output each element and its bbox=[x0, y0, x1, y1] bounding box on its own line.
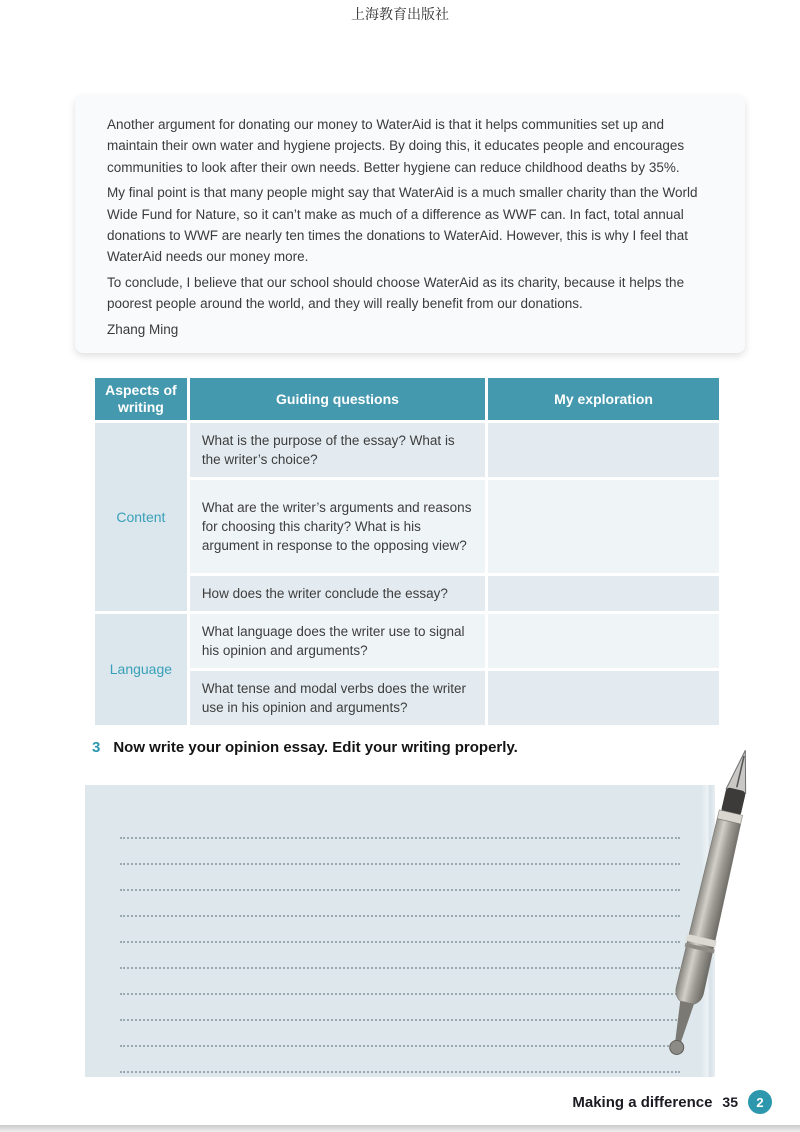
unit-title: Making a difference bbox=[572, 1093, 713, 1111]
writing-analysis-table bbox=[92, 375, 722, 728]
writing-line bbox=[120, 943, 680, 969]
notepad-edge-notch bbox=[69, 257, 82, 285]
writing-line bbox=[120, 865, 680, 891]
writing-line bbox=[120, 917, 680, 943]
notepad-edge-notch bbox=[69, 305, 82, 333]
table-row bbox=[94, 575, 721, 613]
unit-badge: 2 bbox=[748, 1090, 772, 1114]
essay-paragraph: Another argument for donating our money to WaterAid is that it helps communities set up and maintain their own water and hygiene projects. By doing this, it educates people and encourages communities to look after their own needs. Better hygiene can reduce childhood deaths by 35%. bbox=[107, 117, 685, 175]
exploration-cell bbox=[487, 575, 721, 613]
notepad-edge-notch bbox=[69, 161, 82, 189]
writing-line bbox=[120, 839, 680, 865]
exploration-cell bbox=[487, 422, 721, 479]
column-header-exploration: My exploration bbox=[487, 377, 721, 422]
table-row bbox=[94, 422, 721, 479]
page-number: 35 bbox=[722, 1094, 738, 1110]
exercise-number: 3 bbox=[92, 739, 101, 756]
column-header-aspects: Aspects of writing bbox=[94, 377, 189, 422]
essay-card bbox=[75, 95, 745, 353]
column-header-questions: Guiding questions bbox=[188, 377, 486, 422]
exercise-heading bbox=[92, 739, 518, 756]
page-bottom-edge bbox=[0, 1125, 800, 1132]
writing-line bbox=[120, 995, 680, 1021]
essay-signature: Zhang Ming bbox=[107, 321, 179, 337]
notepad-edge-notch bbox=[69, 209, 82, 237]
table-row bbox=[94, 670, 721, 727]
publisher-title: 上海教育出版社 bbox=[351, 7, 449, 23]
notepad-edge-notch bbox=[69, 113, 82, 141]
exploration-cell bbox=[487, 613, 721, 670]
writing-pad bbox=[85, 785, 715, 1077]
table-row bbox=[94, 479, 721, 575]
writing-line bbox=[120, 1047, 680, 1073]
guiding-question: How does the writer conclude the essay? bbox=[188, 575, 486, 613]
exploration-cell bbox=[487, 479, 721, 575]
guiding-question: What language does the writer use to signal his opinion and arguments? bbox=[188, 613, 486, 670]
writing-line bbox=[120, 813, 680, 839]
exercise-instruction: Now write your opinion essay. Edit your writing properly. bbox=[113, 739, 518, 756]
table-header-row bbox=[94, 377, 721, 422]
fountain-pen-image bbox=[628, 740, 788, 1085]
exploration-cell bbox=[487, 670, 721, 727]
guiding-question: What is the purpose of the essay? What is the writer’s choice? bbox=[188, 422, 486, 479]
guiding-question: What tense and modal verbs does the writer use in his opinion and arguments? bbox=[188, 670, 486, 727]
guiding-question: What are the writer’s arguments and reasons for choosing this charity? What is his argument in response to the opposing view? bbox=[188, 479, 486, 575]
aspect-label-content: Content bbox=[94, 422, 189, 613]
aspect-label-language: Language bbox=[94, 613, 189, 727]
table-row bbox=[94, 613, 721, 670]
writing-line bbox=[120, 891, 680, 917]
essay-paragraph: To conclude, I believe that our school should choose WaterAid as its charity, because it helps the poorest people around the world, and they will really benefit from our donations. bbox=[107, 274, 685, 312]
writing-lines bbox=[120, 813, 680, 1073]
essay-paragraph: My final point is that many people might say that WaterAid is a much smaller charity than the World Wide Fund for Nature, so it can’t make as much of a difference as WWF can. In fact, total annual donations to WWF are nearly ten times the donations to WaterAid. However, this is why I feel that WaterAid needs our money more. bbox=[107, 185, 698, 265]
page-footer bbox=[572, 1090, 772, 1114]
writing-line bbox=[120, 1021, 680, 1047]
writing-line bbox=[120, 969, 680, 995]
